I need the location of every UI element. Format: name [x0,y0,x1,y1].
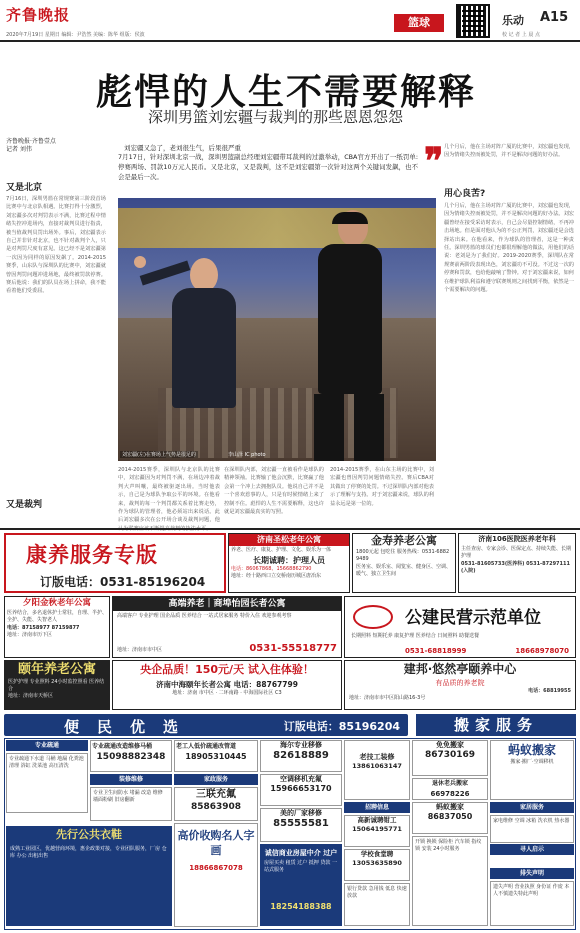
chengxin-phone: 18254188388 [270,902,332,911]
classified-1-phone: 15098882348 [96,752,166,762]
ad-chengxin [260,844,342,926]
jianbang-phone: 电话：68819955 [528,688,571,694]
classified-8-title: 免免搬家 [436,741,464,749]
ad-jianbang [344,660,576,710]
classified-9-title: 退休老兵搬家 [431,780,468,787]
classified-12 [344,849,410,881]
classified-8 [412,740,488,776]
byline [6,138,106,154]
ad-xianhua [6,826,172,926]
article-photo [118,198,436,461]
bottom-strip: 银行贷款 急用钱 低息 快速放款 [344,883,410,926]
masthead-meta: 2020年7月19日 星期日 编辑：尹浩然 美编：陈华 组版：侯波 [6,32,145,38]
shengming-block: 遗失声明 营业执照 身份证 作废 本人不慎遗失特此声明 [490,881,574,926]
shengsong-desc: 养老、医疗、康复、护理、文化、娱乐为一体 [231,547,332,553]
classified-11 [344,815,410,847]
col5-intro: 几个月后，他在主场对阵广厦的比赛中，刘宏疆也发现，因为情绪失控而被处罚，并不是解决问题的好办法。 [444,144,574,159]
kangyang-title: 康养服务专版 [26,542,158,567]
shengsong-addr: 地址：经十路西口立交桥南历城区唐冶东 [231,573,322,579]
col3-body: 在深圳队内部，刘宏疆一直被看作是球队的精神领袖。比赛输了他会沉默，比赛赢了他会第一个冲上去拥抱队员。他说自己并不是一个喜欢惹事的人，只是有时候情绪上来了控制不住。彪悍的人生不需要解释，这也许就是刘宏疆最真实的写照。 [224,467,324,516]
ad-jinshou [352,533,456,593]
bianmin-title-bar [4,714,408,736]
masthead [0,0,580,42]
ad-yinian [4,660,110,710]
classified-7-title: 美的厂家移修 [280,809,322,817]
gaoxing-title: 高价收购名人字画 [177,829,255,857]
ad-zhonghai [112,660,342,710]
xianhua-desc: 成熟工业园区，优越营商环境，惠企政策对接，专业团队服务，厂房 仓库 办公 出租出售 [10,846,167,859]
jianbang-title: 建邦·悠然亭颐养中心 [403,662,517,676]
col1-heading: 又是北京 [6,183,43,193]
gongjian-title: 公建民营示范单位 [405,608,541,628]
classified-6-phone: 15966653170 [270,784,332,793]
classified-1 [90,740,172,772]
article-title: 彪悍的人生不需要解释 [96,71,477,113]
col1-body: 7月16日，深圳男篮在常规赛第三阶段首场比赛中与北京队相遇。比赛打得十分激烈，刘宏疆多次对判罚表示不满，比赛过程中情绪失控冲进场内，直接对裁判员进行指责，被当值裁判员罚出场外。事后，刘宏疆表示自己并非针对北京，也不针对裁判个人，只是对判罚尺度有意见。这已经不是刘宏疆第一次因为同样的原因发飙了。2014-2015赛季，山东队与深圳队的比赛中，刘宏疆就曾因判罚问题冲进场地，最终被罚款停赛。赛后他说：我们的队员在场上拼命，我不能看着他们受委屈。 [6,196,106,295]
col2-body: 2014-2015赛季，深圳队与北京队的比赛中，刘宏疆因为对判罚不满，在场边冲着裁判大声叫嚷，最终被驱逐出场。当时他表示，自己是为球队争取公平的环境。在他看来，裁判的每一个判罚都关系着比赛走势，作为球队的管理者，他必须站出来说话。此后刘宏疆多次在公开场合谈及裁判问题，他 [118,467,220,524]
zhonghai-addr: 地址：济南 市中区 · 二环南路 · 中海国际社区 C3 [172,690,282,696]
classified-9-phone: 66978226 [430,790,470,798]
classified-3-title: 海尔专业移修 [280,741,322,749]
chengxin-title: 诚信商业房屋中介 过户 [264,849,338,857]
cat-label-5: 家居服务 [490,802,574,813]
photo-credit: 李山泽 IC photo [228,452,266,458]
classified-12-title: 学校食堂聘 [360,850,394,858]
mayi-sub: 搬家·搬厂·空调移机 [510,759,554,765]
yinian-title: 颐年养老公寓 [17,662,96,677]
photo-caption: 刘宏疆(左)在赛场上气势是很足的 [122,452,196,458]
classified-2-title: 老工人低价疏通改管道 [176,743,237,750]
xiyang-title: 夕阳金秋老年公寓 [22,598,91,608]
classified-6-title: 空调移机充氟 [280,775,322,783]
ad-mayi [490,740,574,800]
classified-12-phone: 13053635890 [352,859,402,867]
lead-quote: 刘宏疆又急了，老刘很生气，后果很严重 [124,144,241,152]
jinshou-detail: 医务室、娱乐室、阅览室、健身区、空调、暖气、独立卫生间 [356,564,452,577]
classified-7-phone: 85555581 [273,818,329,829]
classified-1-title: 专业疏通改造维修马桶 [92,743,153,750]
cat-label-6: 寻人启示 [490,844,574,855]
gaoduan-phone: 0531-55518777 [249,643,337,654]
gongjian-phone-2: 18668978070 [515,647,569,655]
xiyang-addr: 地址：济南市历下区 [7,632,53,638]
byline-reporter: 记者 刘伟 [6,146,32,153]
jianbang-sub: 有品质的养老院 [435,679,485,687]
ad-gongjian [344,596,576,658]
jinshou-body: 1800元起 包吃住 服务热线：0531-68829489 [356,549,450,562]
cat-label-2: 家政服务 [174,774,258,785]
ad-shengsong [228,533,350,593]
gaoduan-addr: 地址：济南市市中区 [117,647,163,653]
ad-gaoduan [112,596,342,658]
mid-right-classified-block: 家电维修 空调 冰箱 洗衣机 热水器 [490,815,574,843]
gongjian-phone-1: 0531-68818999 [405,647,467,655]
classified-6 [260,774,342,806]
page-number: A15 [540,10,569,25]
quote-mark-icon: ❞ [424,140,444,182]
classified-4-title: 老技工装修 [359,753,395,761]
classified-4-phone: 13861063147 [352,762,402,770]
ad-gaoxing [174,823,258,927]
cat-label-4: 招聘信息 [344,802,410,813]
classified-5-phone: 85863908 [190,802,242,812]
mayi-title: 蚂蚁搬家 [507,743,556,757]
yinian-addr: 地址：济南市天桥区 [8,693,54,699]
jianbang-addr: 地址：济南市市中区阳山路16-3号 [349,695,426,701]
yinian-desc: 医护护理 专业照料 24小时监控照看 医养结合 [8,679,105,692]
xiyang-phones: 电话：87158977 87159877 [7,625,80,631]
bianmin-hotline: 订版电话：85196204 [283,720,400,733]
gongjian-logo-icon [353,605,393,629]
shengsong-title: 济南圣松老年公寓 [229,534,349,546]
col4-body: 2014-2015赛季，在山东主场的比赛中，刘宏疆也曾因判罚问题情绪失控。赛后CBA对其做出了停赛的处罚。不过深圳队内部对他表示了理解与支持。对于刘宏疆来说，球队的利益永远是第一位的。 [330,467,434,507]
gaoxing-phone: 18866867078 [189,864,243,872]
classified-10 [412,802,488,834]
hospital106-desc: 主任查房、专家会诊、医保定点、持续失能、长期护理 [461,546,572,559]
gaoduan-title: 高端养老｜商埠怡园长者公寓 [113,597,341,611]
cat-label-3: 装修维修 [90,774,172,785]
shengsong-phones: 电话：86067868、15668862790 [231,566,312,572]
newspaper-logo: 齐鲁晚报 [6,6,71,24]
gaoduan-desc: 高端客户 专业护理 国企品质 医养结合 一站式居家服务 特价入住 欢迎参观考察 [117,613,292,619]
col1-heading-2: 又是裁判 [6,500,43,510]
xianhua-title: 先行公共衣鞋 [56,828,122,841]
classified-2-phone: 18905310445 [185,752,247,761]
classified-11-phone: 15064195771 [352,825,402,833]
classified-3 [260,740,342,772]
shengsong-recruit: 长期诚聘：护理人员 [253,556,325,565]
ad-hospital106 [458,533,576,593]
hospital106-title: 济南106医院医养老年科 [478,535,556,543]
ad-kangyang [4,533,226,593]
hospital106-phones: 0531-81605733(医养科) 0531-87297111(入院) [461,561,570,574]
chengxin-desc: 房屋买卖 租赁 过户 抵押 贷款 一站式服务 [264,860,337,873]
classified-9 [412,778,488,800]
jinshou-title: 金寿养老公寓 [371,534,437,547]
classified-4 [344,740,410,800]
right-classified-block: 开锁 换锁 保险柜 汽车锁 指纹锁 安装 24小时服务 [412,836,488,926]
kangyang-hotline: 订版电话：0531-85196204 [40,575,206,589]
classified-8-phone: 86730169 [424,750,476,760]
zhonghai-phone: 济南中海颐年长者公寓 电话：88767799 [156,680,298,689]
classified-7 [260,808,342,842]
classified-3-phone: 82618889 [273,750,329,761]
classified-5 [174,787,258,821]
ad-xiyang [4,596,110,658]
bianmin-title: 便民优选 [64,718,197,736]
xiyang-desc: 医养结合，多名退休护士常驻，自理、半护、全护、失能、失智老人 [7,610,108,623]
zhonghai-title: 央企品质！150元/天 试入住体验！ [140,663,314,676]
ad-section-divider [0,528,580,530]
banjia-title: 搬家服务 [416,714,576,736]
article-subtitle: 深圳男篮刘宏疆与裁判的那些恩恩怨怨 [148,108,404,126]
classified-2 [174,740,258,772]
section-tag: 篮球 [394,14,444,32]
classified-5-title: 三联充氟 [196,789,236,800]
cat-label-1: 专业疏通 [6,740,88,751]
classified-10-title: 蚂蚁搬家 [436,803,464,811]
gongjian-desc: 长期照料 短期托养 康复护理 医养结合 日间照料 助餐送餐 [351,633,479,639]
mid-classified-block: 专业卫生间防水 堵漏 改造 维修 墙面粉刷 旧房翻新 [90,787,172,821]
classified-11-title: 高新诚聘钳工 [357,816,397,824]
classified-10-phone: 86837050 [427,812,473,821]
bianmin-header [4,714,576,736]
proof-line: 校 记 者 上 晨 点 [502,32,540,38]
lead-paragraph: 7月17日，针对深圳北京一战，深圳男篮副总经理刘宏疆带耳裁判的过激举动，CBA官方开出了一纸罚单:停赛两场、罚款10万元人民币。又是北京，又是裁判，这不是刘宏疆第一次针对这两个关键词发飙，也不会是最后一次。 [118,153,418,181]
qr-code-icon [456,4,490,38]
col5-body: 几个月后，他在主场对阵广厦的比赛中，刘宏疆也发现，因为情绪失控而被处罚，并不是解决问题的好办法。刘宏疆曾经在接受采访时表示，自己会尽量控制情绪，不再冲击场地。但是面对他认为的不公正判罚，刘宏疆还是会选择站出来。在他看来，作为球队的管理者，这是一种责任。深圳男篮的球员们也都很理解他的做法，用他们的话说：老刘是为了我们好。2019-2020赛季，深圳队在常规赛前两阶段表现出色，刘宏疆功不可没。不过这一次的停赛和罚款，也给他敲响了警钟。对于刘宏疆来说，如何在维护球队利益和遵守联赛规则之间找到平衡，依然是一个需要解决的问题。 [444,203,574,294]
left-classified-block: 专业疏通下水道 马桶 地漏 化粪池清理 浴缸 洗菜池 高压清洗 [6,753,88,813]
shengming-label: 排失声明 [490,868,574,879]
col5-heading: 用心良苦? [444,189,486,199]
byline-source: 齐鲁晚报·齐鲁壹点 [6,138,56,145]
page-label: 乐动 [502,14,524,27]
